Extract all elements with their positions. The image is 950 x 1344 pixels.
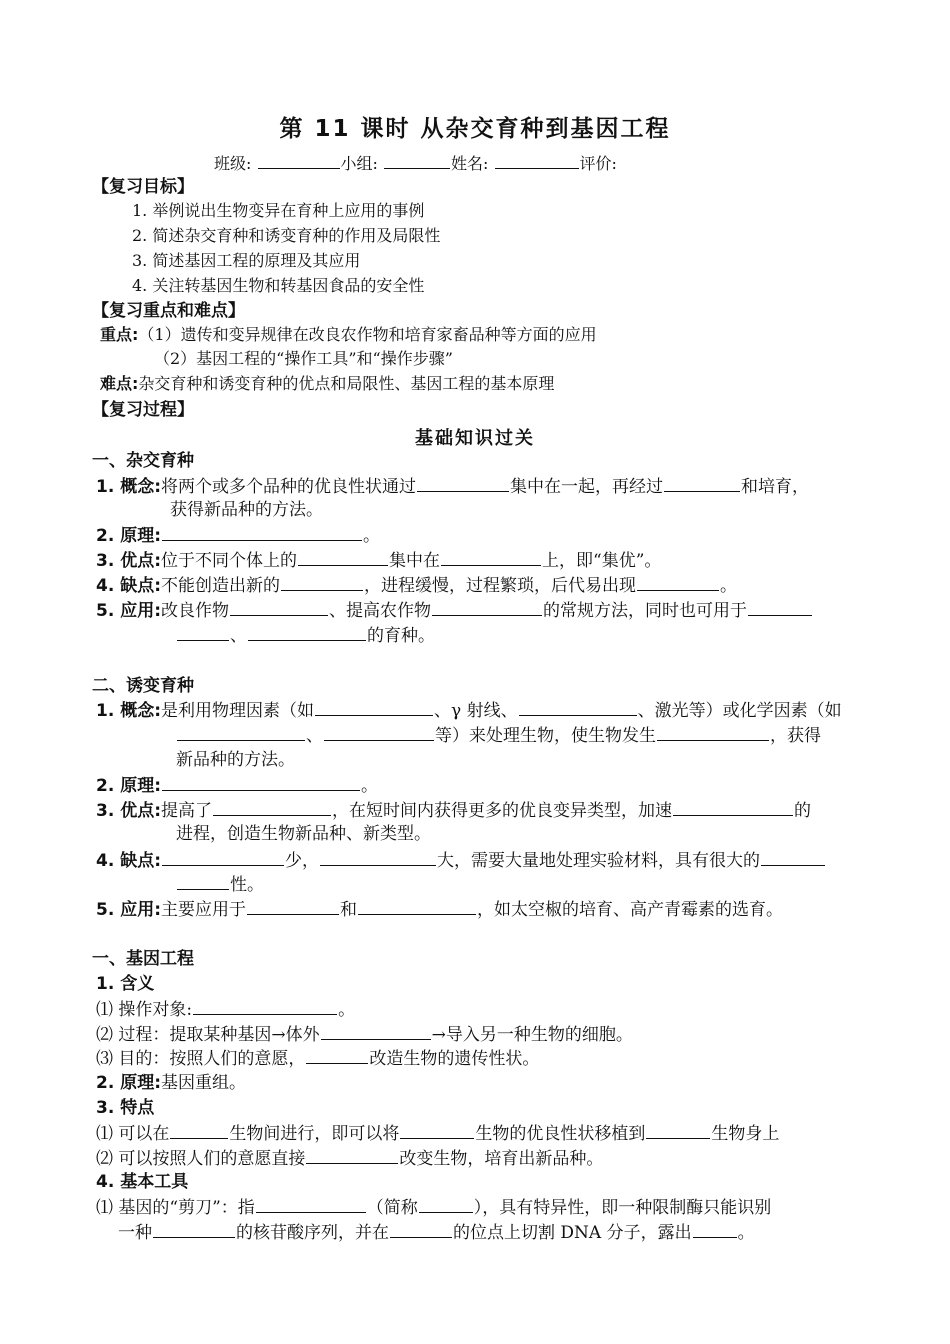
fill-blank[interactable] [419,1195,473,1213]
mutation-concept: 1. 概念:是利用物理因素（如 、γ 射线、 、激光等）或化学因素（如 [96,698,842,723]
fill-blank[interactable] [230,598,328,616]
genetic-tool-scissors: ⑴ 基因的“剪刀”：指 （简称 ），具有特异性，即一种限制酶只能识别 [96,1195,771,1220]
fill-blank[interactable] [177,623,229,641]
genetic-features-heading: 3. 特点 [96,1098,155,1118]
fill-blank[interactable] [170,1121,228,1139]
goal-item: 4. 关注转基因生物和转基因食品的安全性 [132,276,425,295]
genetic-tools-heading: 4. 基本工具 [96,1172,189,1192]
fill-blank[interactable] [247,897,339,915]
fill-blank[interactable] [177,872,229,890]
goal-item: 3. 简述基因工程的原理及其应用 [132,251,361,270]
goal-item: 2. 简述杂交育种和诱变育种的作用及局限性 [132,226,441,245]
genetic-process: ⑵ 过程：提取某种基因→体外 →导入另一种生物的细胞。 [96,1022,633,1047]
goals-heading: 【复习目标】 [92,177,194,197]
process-heading: 【复习过程】 [92,400,194,420]
mutation-disadvantage-cont: 性。 [176,872,264,897]
genetic-principle: 2. 原理:基因重组。 [96,1073,247,1093]
fill-blank[interactable] [306,1046,368,1064]
fill-blank[interactable] [519,698,637,716]
key-point-1: 重点:（1）遗传和变异规律在改良农作物和培育家畜品种等方面的应用 [100,325,597,344]
fill-blank[interactable] [390,1220,452,1238]
fill-blank[interactable] [321,1022,431,1040]
fill-blank[interactable] [256,1195,366,1213]
fill-blank[interactable] [281,573,363,591]
fill-blank[interactable] [162,523,362,541]
mutation-advantage: 3. 优点:提高了 ，在短时间内获得更多的优良变异类型，加速 的 [96,798,811,823]
fill-blank[interactable] [315,698,433,716]
fill-blank[interactable] [248,623,366,641]
mutation-principle: 2. 原理: 。 [96,773,378,798]
fill-blank[interactable] [664,474,740,492]
fill-blank[interactable] [298,548,388,566]
section-hybrid-heading: 一、杂交育种 [92,451,194,471]
fill-blank[interactable] [693,1220,737,1238]
genetic-tool-scissors-cont: 一种 的核苷酸序列，并在 的位点上切割 DNA 分子，露出 。 [118,1220,755,1245]
genetic-meaning-heading: 1. 含义 [96,974,155,994]
goal-item: 1. 举例说出生物变异在育种上应用的事例 [132,201,425,220]
hybrid-disadvantage: 4. 缺点:不能创造出新的 ，进程缓慢，过程繁琐，后代易出现 。 [96,573,737,598]
fill-blank[interactable] [673,798,793,816]
hybrid-principle: 2. 原理: 。 [96,523,380,548]
fill-blank[interactable] [153,1220,235,1238]
difficulty: 难点:杂交育种和诱变育种的优点和局限性、基因工程的基本原理 [100,374,555,393]
hybrid-advantage: 3. 优点:位于不同个体上的 集中在 上，即“集优”。 [96,548,661,573]
fill-blank[interactable] [320,848,436,866]
fill-blank[interactable] [637,573,719,591]
name-blank[interactable] [495,151,579,169]
section-genetic-heading: 一、基因工程 [92,949,194,969]
genetic-purpose: ⑶ 目的：按照人们的意愿， 改造生物的遗传性状。 [96,1046,539,1071]
hybrid-concept-cont: 获得新品种的方法。 [170,500,323,520]
fill-blank[interactable] [400,1121,474,1139]
student-info-line: 班级: 小组: 姓名: 评价: [214,151,617,175]
fill-blank[interactable] [162,848,284,866]
fill-blank[interactable] [432,598,542,616]
genetic-feature-1: ⑴ 可以在 生物间进行，即可以将 生物的优良性状移植到 生物身上 [96,1121,779,1146]
fill-blank[interactable] [441,548,541,566]
fill-blank[interactable] [193,997,337,1015]
fill-blank[interactable] [213,798,331,816]
section-subtitle: 基础知识过关 [415,428,535,449]
fill-blank[interactable] [324,723,434,741]
section-mutation-heading: 二、诱变育种 [92,676,194,696]
fill-blank[interactable] [177,723,305,741]
fill-blank[interactable] [657,723,769,741]
page-title: 第 11 课时 从杂交育种到基因工程 [279,116,671,142]
fill-blank[interactable] [646,1121,710,1139]
hybrid-application-cont: 、 的育种。 [176,623,435,648]
hybrid-application: 5. 应用:改良作物 、提高农作物 的常规方法，同时也可用于 [96,598,813,623]
fill-blank[interactable] [162,773,360,791]
fill-blank[interactable] [761,848,825,866]
key-point-2: （2）基因工程的“操作工具”和“操作步骤” [154,349,453,368]
genetic-feature-2: ⑵ 可以按照人们的意愿直接 改变生物，培育出新品种。 [96,1146,603,1171]
group-blank[interactable] [384,151,450,169]
genetic-object: ⑴ 操作对象: 。 [96,997,355,1022]
fill-blank[interactable] [748,598,812,616]
mutation-advantage-cont: 进程，创造生物新品种、新类型。 [176,824,431,844]
mutation-application: 5. 应用:主要应用于 和 ，如太空椒的培育、高产青霉素的选育。 [96,897,783,922]
class-blank[interactable] [258,151,340,169]
fill-blank[interactable] [358,897,476,915]
mutation-concept-cont: 、 等）来处理生物，使生物发生 ，获得 [176,723,821,748]
fill-blank[interactable] [417,474,509,492]
mutation-disadvantage: 4. 缺点: 少， 大，需要大量地处理实验材料，具有很大的 [96,848,826,873]
hybrid-concept: 1. 概念:将两个或多个品种的优良性状通过 集中在一起，再经过 和培育， [96,474,809,499]
mutation-concept-end: 新品种的方法。 [176,750,295,770]
fill-blank[interactable] [306,1146,398,1164]
keys-heading: 【复习重点和难点】 [92,301,245,321]
